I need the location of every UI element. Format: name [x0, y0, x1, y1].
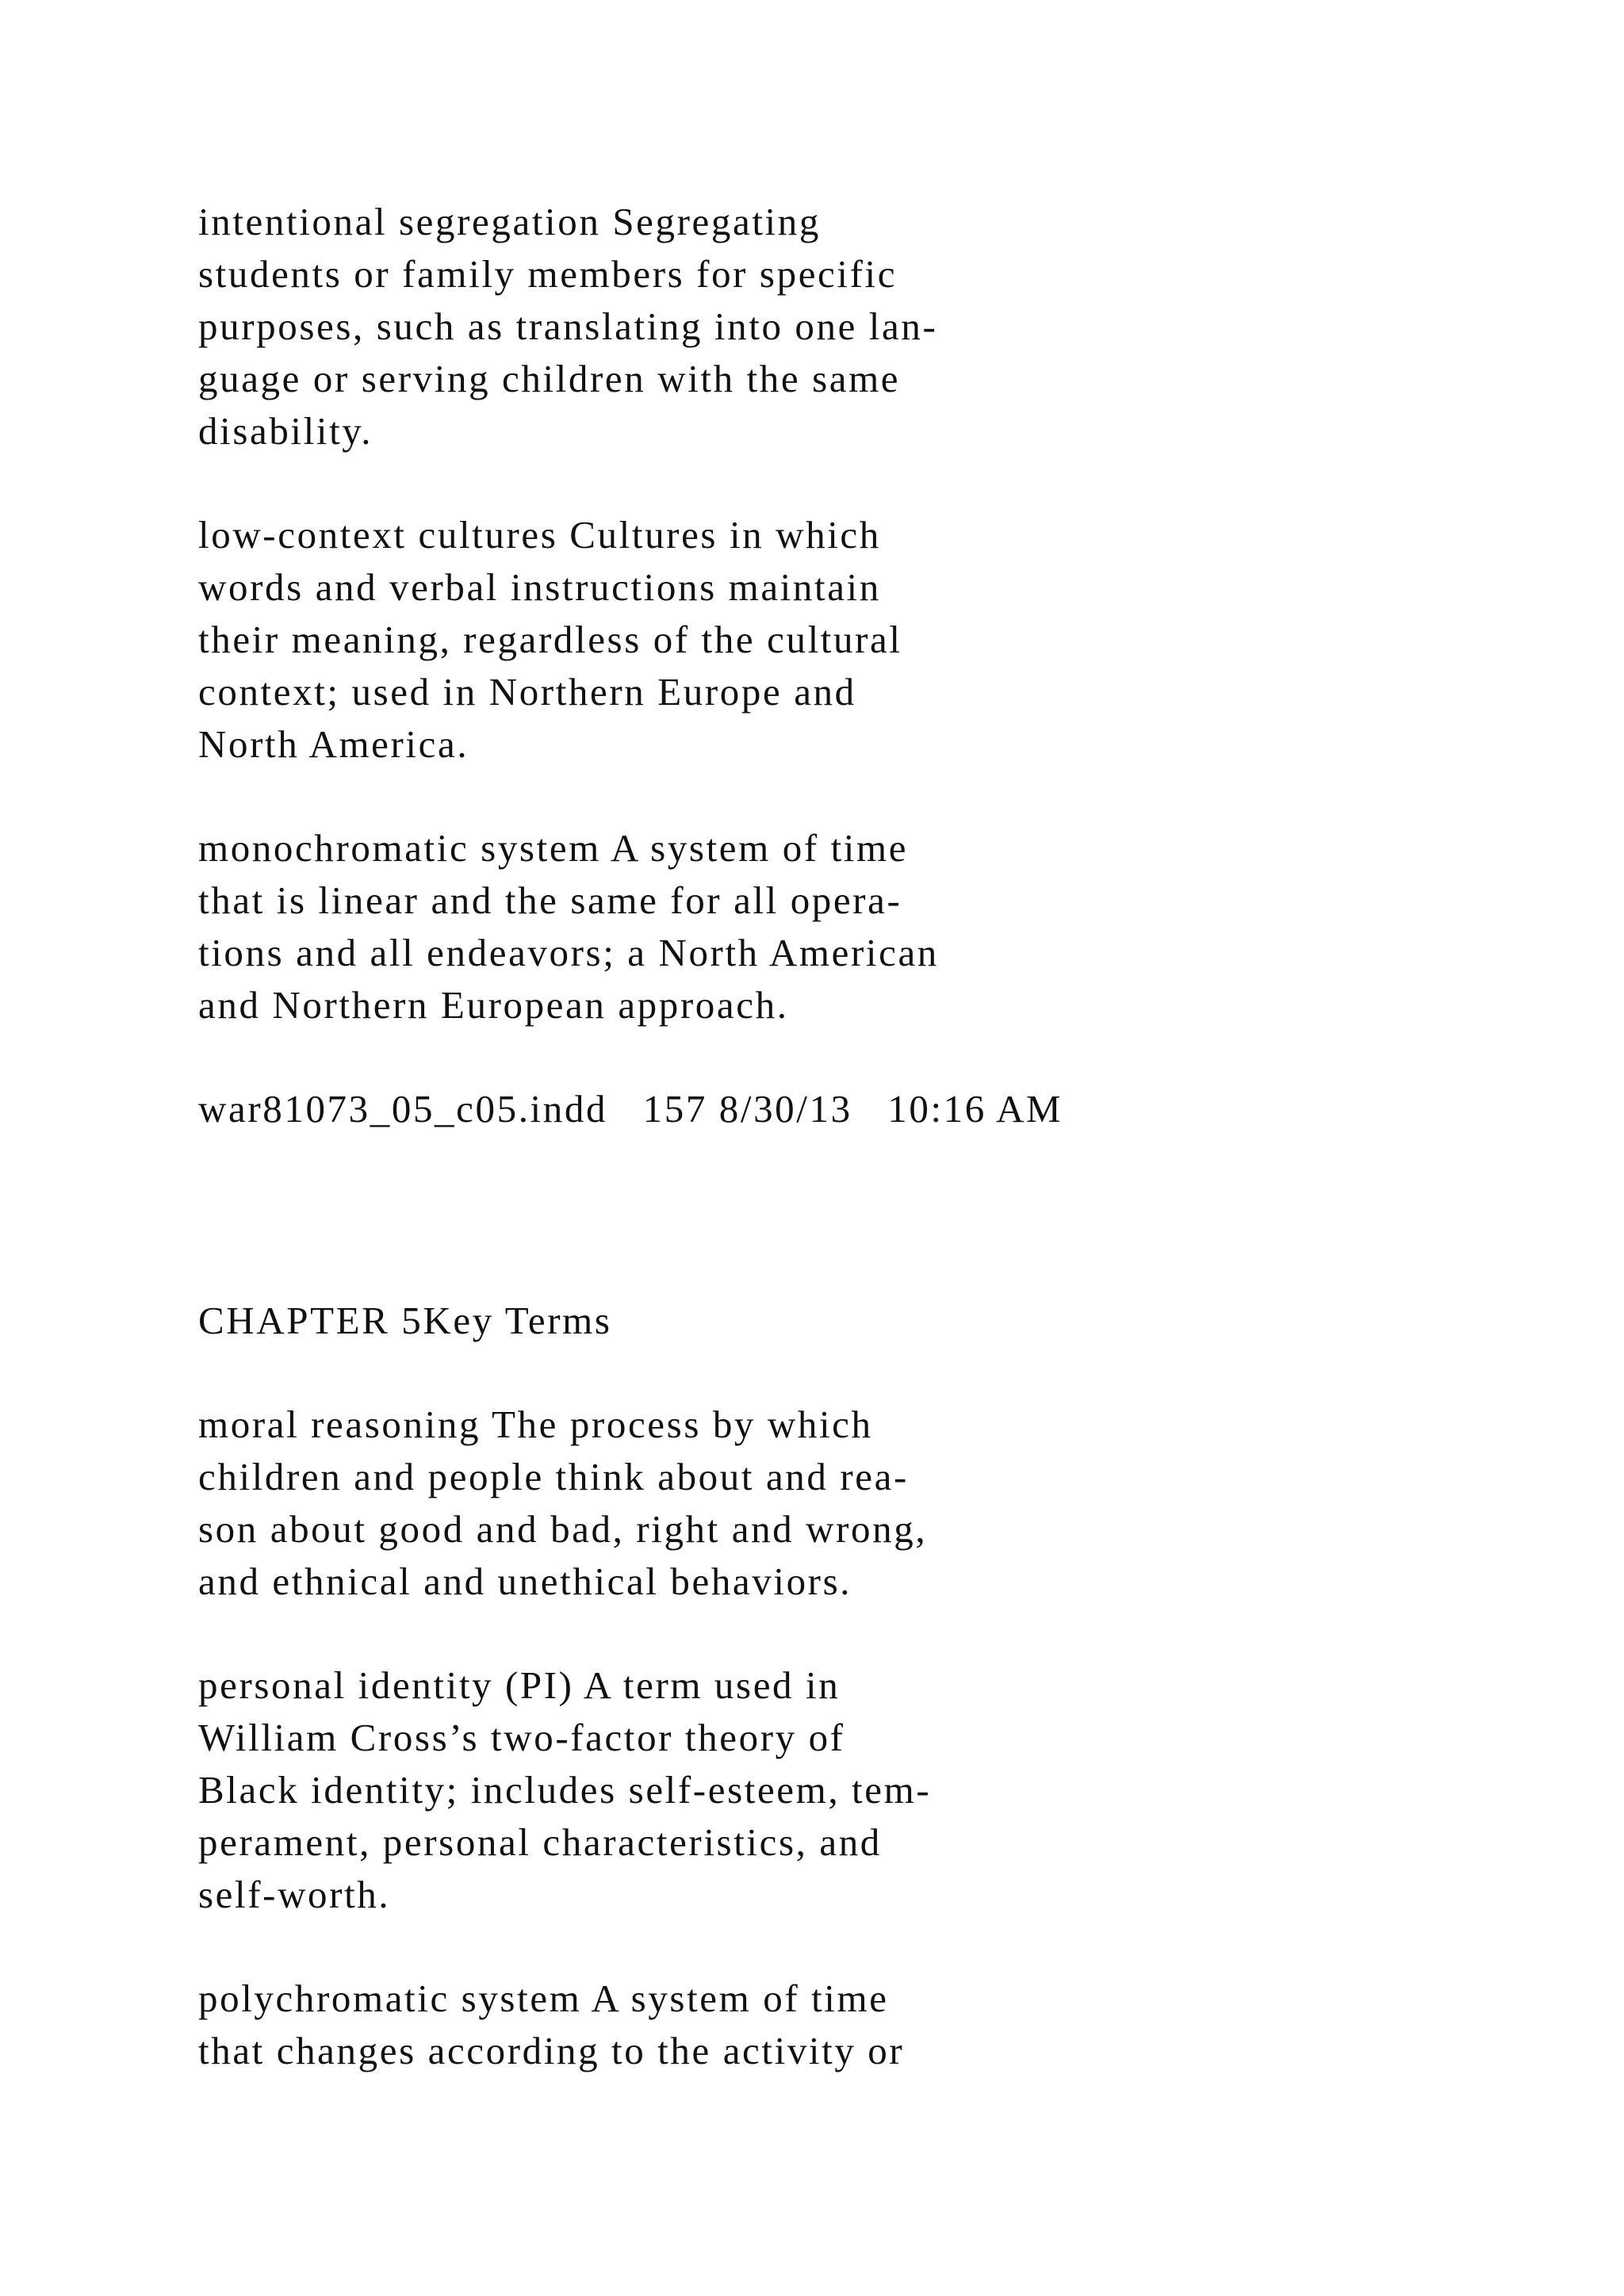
glossary-entry-intentional-segregation-line-2: students or family members for specific — [198, 252, 898, 296]
glossary-entry-monochromatic-system-line-2: that is linear and the same for all opera- — [198, 878, 902, 922]
glossary-entry-low-context-cultures-line-2: words and verbal instructions maintain — [198, 565, 881, 609]
glossary-entry-moral-reasoning-line-4: and ethnical and unethical behaviors. — [198, 1559, 852, 1603]
glossary-entry-intentional-segregation-line-1: intentional segregation Segregating — [198, 200, 821, 243]
glossary-entry-personal-identity-line-2: William Cross’s two-factor theory of — [198, 1716, 845, 1759]
glossary-entry-moral-reasoning-line-3: son about good and bad, right and wrong, — [198, 1507, 928, 1551]
glossary-entry-monochromatic-system-line-4: and Northern European approach. — [198, 983, 789, 1027]
glossary-entry-intentional-segregation-line-5: disability. — [198, 409, 373, 453]
glossary-entry-personal-identity-line-4: perament, personal characteristics, and — [198, 1820, 882, 1864]
glossary-entry-moral-reasoning-line-1: moral reasoning The process by which — [198, 1402, 873, 1446]
glossary-entry-moral-reasoning-line-2: children and people think about and rea- — [198, 1455, 909, 1498]
glossary-entry-personal-identity-line-1: personal identity (PI) A term used in — [198, 1663, 841, 1707]
glossary-entry-personal-identity-line-5: self-worth. — [198, 1873, 391, 1916]
glossary-entry-low-context-cultures-line-5: North America. — [198, 722, 469, 766]
glossary-entry-polychromatic-system-line-1: polychromatic system A system of time — [198, 1976, 889, 2020]
glossary-entry-intentional-segregation-line-4: guage or serving children with the same — [198, 357, 901, 400]
glossary-entry-intentional-segregation-line-3: purposes, such as translating into one lan- — [198, 304, 938, 348]
glossary-entry-low-context-cultures-line-3: their meaning, regardless of the cultural — [198, 618, 902, 661]
glossary-entry-monochromatic-system-line-1: monochromatic system A system of time — [198, 826, 909, 870]
glossary-entry-polychromatic-system-line-2: that changes according to the activity or — [198, 2029, 905, 2072]
glossary-entry-low-context-cultures-line-4: context; used in Northern Europe and — [198, 670, 856, 714]
glossary-entry-monochromatic-system-line-3: tions and all endeavors; a North American — [198, 931, 939, 974]
glossary-entry-personal-identity-line-3: Black identity; includes self-esteem, tem- — [198, 1768, 932, 1812]
chapter-heading: CHAPTER 5Key Terms — [198, 1299, 612, 1342]
file-slug-line: war81073_05_c05.indd 157 8/30/13 10:16 AM — [198, 1087, 1063, 1131]
glossary-entry-low-context-cultures-line-1: low-context cultures Cultures in which — [198, 513, 881, 557]
